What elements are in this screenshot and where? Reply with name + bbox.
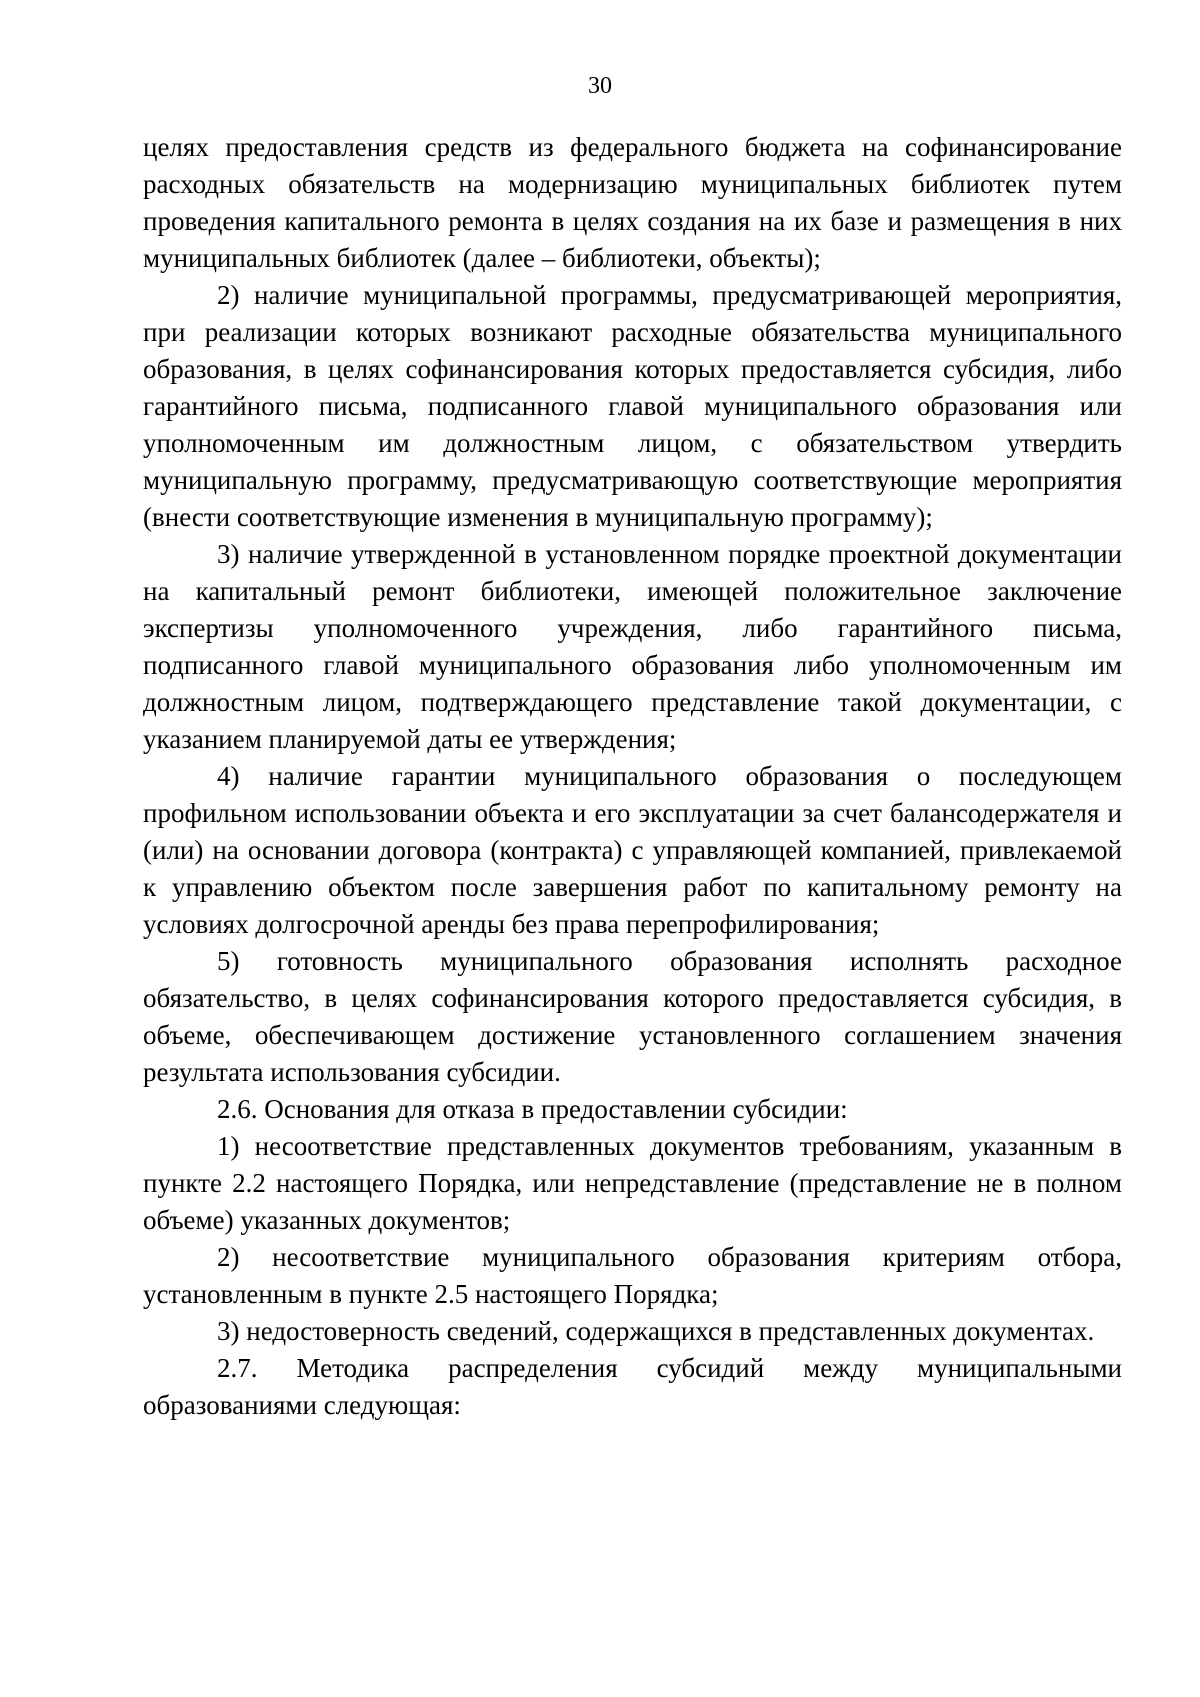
paragraph-refusal-1: 1) несоответствие представленных документов требованиям, указанным в пункте 2.2 настоящего Порядка, или непредставление (представление не в полном объеме) указанных документов; — [143, 1131, 1122, 1235]
paragraph-refusal-2: 2) несоответствие муниципального образования критериям отбора, установленным в пункте 2.5 настоящего Порядка; — [143, 1242, 1122, 1309]
paragraph-continuation: целях предоставления средств из федерального бюджета на софинансирование расходных обязательств на модернизацию муниципальных библиотек путем проведения капитального ремонта в целях создания на их базе и размещения в них муниципальных библиотек (далее – библиотеки, объекты); — [143, 132, 1122, 273]
paragraph-item-2: 2) наличие муниципальной программы, предусматривающей мероприятия, при реализации которых возникают расходные обязательства муниципального образования, в целях софинансирования которых предоставляется субсидия, либо гарантийного письма, подписанного главой муниципального образования или уполномоченным им должностным лицом, с обязательством утвердить муниципальную программу, предусматривающую соответствующие мероприятия (внести соответствующие изменения в муниципальную программу); — [143, 280, 1122, 532]
paragraph-item-4: 4) наличие гарантии муниципального образования о последующем профильном использовании объекта и его эксплуатации за счет балансодержателя и (или) на основании договора (контракта) с управляющей компанией, привлекаемой к управлению объектом после завершения работ по капитальному ремонту на условиях долгосрочной аренды без права перепрофилирования; — [143, 761, 1122, 939]
paragraph-item-5: 5) готовность муниципального образования исполнять расходное обязательство, в целях софинансирования которого предоставляется субсидия, в объеме, обеспечивающем достижение установленного соглашением значения результата использования субсидии. — [143, 946, 1122, 1087]
page-number: 30 — [588, 73, 612, 99]
paragraph-refusal-3: 3) недостоверность сведений, содержащихся в представленных документах. — [217, 1316, 1095, 1346]
paragraph-item-3: 3) наличие утвержденной в установленном порядке проектной документации на капитальный ремонт библиотеки, имеющей положительное заключение экспертизы уполномоченного учреждения, либо гарантийного письма, подписанного главой муниципального образования либо уполномоченным им должностным лицом, подтверждающего представление такой документации, с указанием планируемой даты ее утверждения; — [143, 539, 1122, 754]
section-heading-2-7: 2.7. Методика распределения субсидий между муниципальными образованиями следующая: — [143, 1353, 1122, 1420]
section-heading-2-6: 2.6. Основания для отказа в предоставлении субсидии: — [217, 1094, 848, 1124]
document-body — [143, 129, 1122, 1424]
